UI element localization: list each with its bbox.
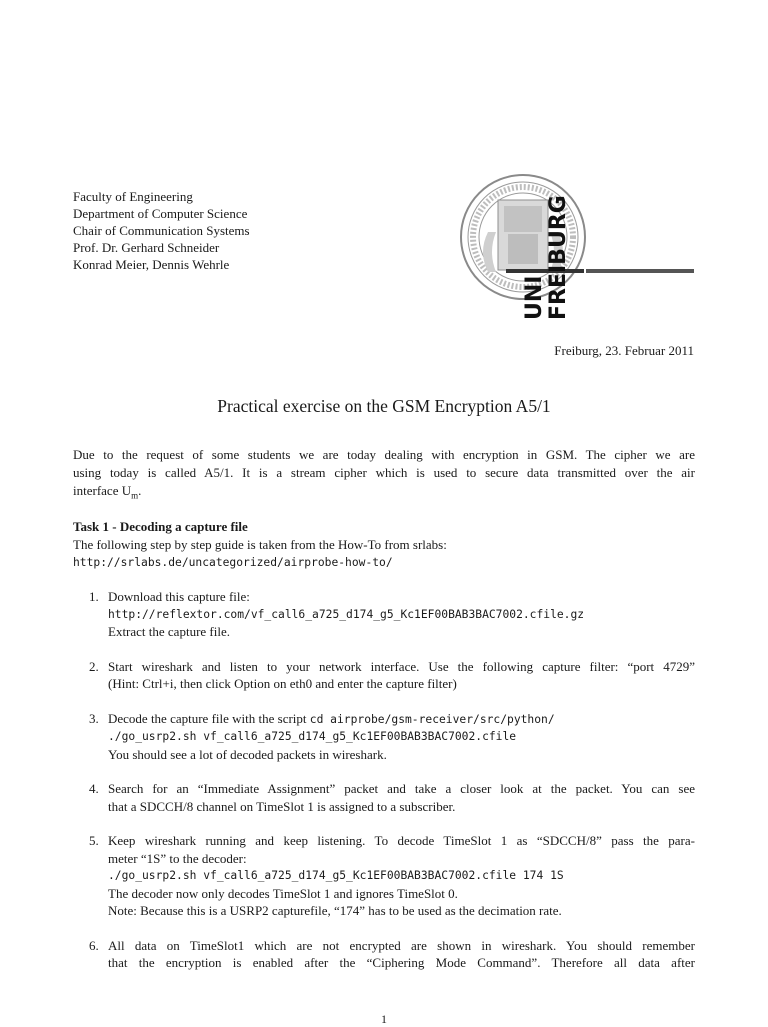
step-number: 2. [89,658,99,674]
step-text: Start wireshark and listen to your network interface. Use the following capture filter: “port 4729” [108,658,695,674]
step-2 [73,658,695,693]
step-text: that a SDCCH/8 channel on TimeSlot 1 is assigned to a subscriber. [108,798,456,814]
task-1-section [73,518,695,572]
task-1-url[interactable]: http://srlabs.de/uncategorized/airprobe-how-to/ [73,556,393,569]
document-title: Practical exercise on the GSM Encryption A5/1 [217,396,551,416]
step-text: that the encryption is enabled after the “Ciphering Mode Command”. Therefore all data after [108,955,695,970]
step-text: Search for an “Immediate Assignment” packet and take a closer look at the packet. You can see [108,781,695,796]
step-4 [73,780,695,815]
step-text: meter “1S” to the decoder: [108,850,247,866]
task-1-heading: Task 1 - Decoding a capture file [73,519,248,534]
step-5 [73,832,695,920]
step-number: 3. [89,710,99,726]
logo-uni-text: UNI [522,275,547,320]
university-logo [458,172,698,322]
step-number: 6. [89,937,99,953]
step-number: 1. [89,589,99,604]
task-1-steps [73,588,695,989]
header-address [73,188,250,273]
intro-line-3-end: . [138,483,142,498]
intro-line-2: using today is called A5/1. It is a stream cipher which is used to secure data transmitted over the air [73,465,695,480]
intro-paragraph [73,446,695,505]
header-line-authors: Konrad Meier, Dennis Wehrle [73,257,230,272]
step-number: 5. [89,833,99,848]
header-line-professor: Prof. Dr. Gerhard Schneider [73,240,220,255]
step-number: 4. [89,781,99,796]
intro-line-3-text: interface U [73,483,132,498]
command-code: ./go_usrp2.sh vf_call6_a725_d174_g5_Kc1EF00BAB3BAC7002.cfile 174 1S [108,869,564,882]
step-text: Extract the capture file. [108,624,230,639]
step-1 [73,588,695,641]
step-text-line [108,710,695,729]
intro-line-1: Due to the request of some students we are today dealing with encryption in GSM. The cipher we are [73,447,695,462]
document-date: Freiburg, 23. Februar 2011 [554,343,694,358]
page-number: 1 [381,1012,387,1026]
university-seal-icon [458,172,698,322]
task-1-text: The following step by step guide is taken from the How-To from srlabs: [73,537,447,552]
intro-line-3 [73,482,695,505]
header-line-faculty: Faculty of Engineering [73,189,193,204]
capture-file-url[interactable]: http://reflextor.com/vf_call6_a725_d174_g5_Kc1EF00BAB3BAC7002.cfile.gz [108,607,585,621]
step-text: (Hint: Ctrl+i, then click Option on eth0 and enter the capture filter) [108,676,457,691]
step-6 [73,937,695,972]
intro-line-3-sub: m [131,490,139,501]
step-text: All data on TimeSlot1 which are not encrypted are shown in wireshark. You should remember [108,937,695,953]
step-text: Download this capture file: [108,589,250,604]
step-text: Keep wireshark running and keep listening. To decode TimeSlot 1 as “SDCCH/8” pass the para- [108,833,695,848]
step-3 [73,710,695,764]
step-text: Decode the capture file with the script [108,710,310,726]
step-text: Note: Because this is a USRP2 capturefile, “174” has to be used as the decimation rate. [108,903,562,918]
header-line-chair: Chair of Communication Systems [73,223,250,238]
step-text: The decoder now only decodes TimeSlot 1 and ignores TimeSlot 0. [108,885,458,901]
logo-freiburg-text: FREIBURG [546,195,571,320]
command-code: ./go_usrp2.sh vf_call6_a725_d174_g5_Kc1EF00BAB3BAC7002.cfile [108,730,517,743]
command-code: cd airprobe/gsm-receiver/src/python/ [309,712,555,726]
header-line-department: Department of Computer Science [73,206,248,221]
step-text: You should see a lot of decoded packets in wireshark. [108,746,387,762]
